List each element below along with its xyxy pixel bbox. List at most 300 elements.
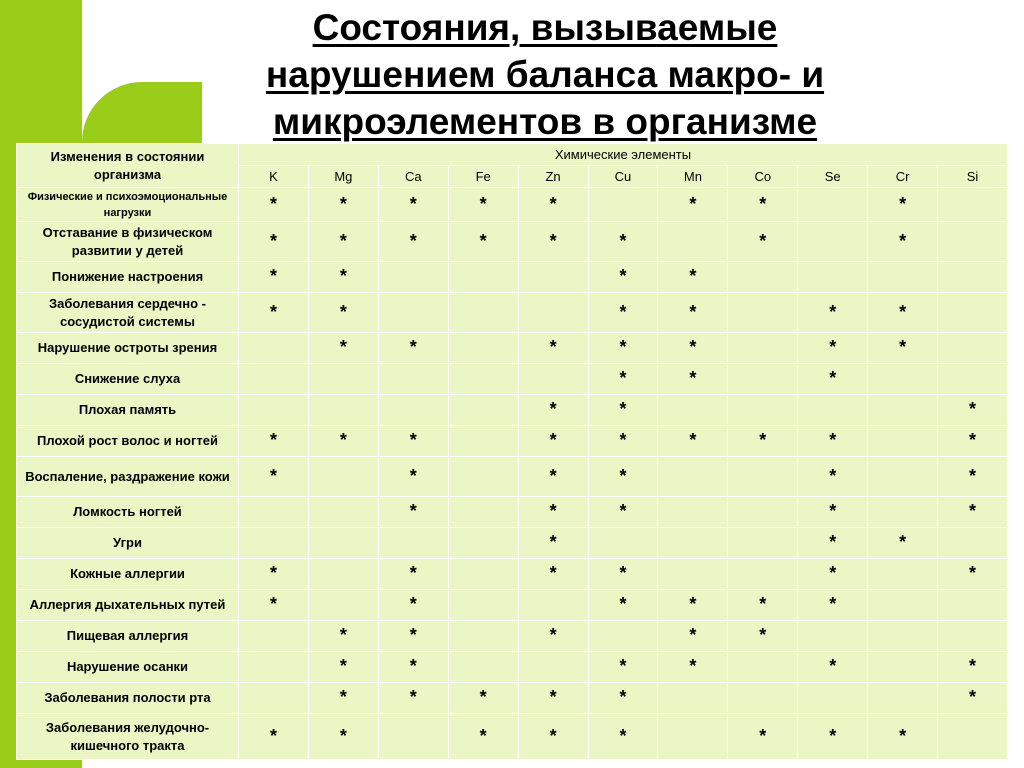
asterisk-mark: * [759, 625, 767, 645]
table-row [17, 222, 1008, 262]
title-line-1: Состояния, вызываемые [312, 7, 778, 48]
asterisk-mark: * [899, 725, 907, 746]
mark-cell-se [798, 528, 868, 559]
mark-cell-k [239, 683, 309, 714]
mark-cell-si [938, 528, 1008, 559]
mark-cell-ca [378, 395, 448, 426]
slide-title [130, 4, 960, 145]
element-header-ca: Ca [378, 166, 448, 188]
mark-cell-se [798, 426, 868, 457]
asterisk-mark: * [409, 594, 417, 614]
condition-label: Воспаление, раздражение кожи [17, 457, 239, 497]
mark-cell-k [239, 262, 309, 293]
mark-cell-co [728, 395, 798, 426]
mark-cell-fe [448, 528, 518, 559]
asterisk-mark: * [829, 594, 837, 614]
condition-label: Кожные аллергии [17, 559, 239, 590]
mark-cell-cr [868, 497, 938, 528]
mark-cell-co [728, 590, 798, 621]
asterisk-mark: * [829, 725, 837, 746]
mark-cell-cr [868, 590, 938, 621]
mark-cell-mn [658, 426, 728, 457]
mark-cell-co [728, 457, 798, 497]
asterisk-mark: * [759, 430, 767, 450]
mark-cell-zn [518, 497, 588, 528]
mark-cell-zn [518, 683, 588, 714]
condition-label: Ломкость ногтей [17, 497, 239, 528]
mark-cell-zn [518, 395, 588, 426]
asterisk-mark: * [829, 465, 837, 486]
mark-cell-fe [448, 333, 518, 364]
mark-cell-cr [868, 683, 938, 714]
mark-cell-fe [448, 714, 518, 760]
asterisk-mark: * [619, 725, 627, 746]
asterisk-mark: * [619, 501, 627, 521]
mark-cell-zn [518, 293, 588, 333]
mark-cell-mn [658, 457, 728, 497]
asterisk-mark: * [619, 266, 627, 286]
mark-cell-se [798, 714, 868, 760]
mark-cell-se [798, 293, 868, 333]
title-line-2: нарушением баланса макро- и [265, 54, 825, 95]
mark-cell-zn [518, 590, 588, 621]
mark-cell-fe [448, 652, 518, 683]
asterisk-mark: * [689, 193, 697, 214]
table-row [17, 683, 1008, 714]
mark-cell-zn [518, 528, 588, 559]
mark-cell-fe [448, 262, 518, 293]
mark-cell-cr [868, 457, 938, 497]
mark-cell-mn [658, 497, 728, 528]
mark-cell-ca [378, 333, 448, 364]
mark-cell-se [798, 457, 868, 497]
element-header-co: Co [728, 166, 798, 188]
asterisk-mark: * [549, 399, 557, 419]
element-header-cu: Cu [588, 166, 658, 188]
asterisk-mark: * [619, 563, 627, 583]
asterisk-mark: * [969, 501, 977, 521]
mark-cell-co [728, 528, 798, 559]
mark-cell-si [938, 395, 1008, 426]
mark-cell-mn [658, 652, 728, 683]
table-row [17, 621, 1008, 652]
asterisk-mark: * [829, 656, 837, 676]
mark-cell-mn [658, 528, 728, 559]
asterisk-mark: * [829, 368, 837, 388]
asterisk-mark: * [479, 193, 487, 214]
mark-cell-se [798, 590, 868, 621]
asterisk-mark: * [689, 625, 697, 645]
asterisk-mark: * [829, 430, 837, 450]
mark-cell-fe [448, 683, 518, 714]
element-header-si: Si [938, 166, 1008, 188]
element-header-k: K [239, 166, 309, 188]
mark-cell-se [798, 559, 868, 590]
mark-cell-ca [378, 497, 448, 528]
corner-header: Изменения в состоянии организма [17, 144, 239, 188]
asterisk-mark: * [339, 430, 347, 450]
asterisk-mark: * [689, 301, 697, 322]
asterisk-mark: * [689, 337, 697, 357]
asterisk-mark: * [689, 594, 697, 614]
mark-cell-ca [378, 222, 448, 262]
asterisk-mark: * [479, 725, 487, 746]
asterisk-mark: * [269, 465, 277, 486]
mark-cell-fe [448, 621, 518, 652]
asterisk-mark: * [829, 301, 837, 322]
mark-cell-se [798, 652, 868, 683]
table-row [17, 395, 1008, 426]
mark-cell-ca [378, 188, 448, 222]
asterisk-mark: * [409, 430, 417, 450]
mark-cell-cr [868, 426, 938, 457]
asterisk-mark: * [619, 337, 627, 357]
condition-label: Плохой рост волос и ногтей [17, 426, 239, 457]
asterisk-mark: * [269, 193, 277, 214]
mark-cell-zn [518, 262, 588, 293]
mark-cell-cu [588, 333, 658, 364]
asterisk-mark: * [269, 266, 277, 286]
mark-cell-ca [378, 683, 448, 714]
mark-cell-mn [658, 293, 728, 333]
asterisk-mark: * [549, 465, 557, 486]
asterisk-mark: * [549, 625, 557, 645]
asterisk-mark: * [689, 368, 697, 388]
mark-cell-mn [658, 714, 728, 760]
asterisk-mark: * [619, 399, 627, 419]
mark-cell-zn [518, 222, 588, 262]
asterisk-mark: * [759, 230, 767, 251]
mark-cell-cr [868, 293, 938, 333]
condition-label: Физические и психоэмоциональные нагрузки [17, 188, 239, 222]
mark-cell-cr [868, 714, 938, 760]
asterisk-mark: * [829, 337, 837, 357]
mark-cell-se [798, 262, 868, 293]
condition-label: Пищевая аллергия [17, 621, 239, 652]
mark-cell-cr [868, 621, 938, 652]
element-header-zn: Zn [518, 166, 588, 188]
mark-cell-ca [378, 262, 448, 293]
asterisk-mark: * [689, 266, 697, 286]
mark-cell-mn [658, 222, 728, 262]
asterisk-mark: * [759, 725, 767, 746]
mark-cell-fe [448, 364, 518, 395]
table-row [17, 333, 1008, 364]
asterisk-mark: * [479, 687, 487, 707]
mark-cell-fe [448, 188, 518, 222]
asterisk-mark: * [409, 625, 417, 645]
asterisk-mark: * [619, 301, 627, 322]
mark-cell-co [728, 714, 798, 760]
mark-cell-ca [378, 364, 448, 395]
mark-cell-co [728, 262, 798, 293]
mark-cell-mn [658, 364, 728, 395]
mark-cell-si [938, 714, 1008, 760]
asterisk-mark: * [619, 430, 627, 450]
mark-cell-si [938, 426, 1008, 457]
mark-cell-cr [868, 528, 938, 559]
mark-cell-k [239, 364, 309, 395]
asterisk-mark: * [969, 430, 977, 450]
mark-cell-mn [658, 559, 728, 590]
asterisk-mark: * [619, 687, 627, 707]
asterisk-mark: * [969, 687, 977, 707]
asterisk-mark: * [409, 656, 417, 676]
mark-cell-zn [518, 559, 588, 590]
mark-cell-cu [588, 621, 658, 652]
mark-cell-co [728, 333, 798, 364]
asterisk-mark: * [899, 230, 907, 251]
mark-cell-se [798, 364, 868, 395]
mark-cell-si [938, 457, 1008, 497]
mark-cell-zn [518, 652, 588, 683]
asterisk-mark: * [409, 465, 417, 486]
mark-cell-fe [448, 590, 518, 621]
table-row [17, 364, 1008, 395]
mark-cell-fe [448, 395, 518, 426]
asterisk-mark: * [339, 266, 347, 286]
asterisk-mark: * [549, 501, 557, 521]
mark-cell-zn [518, 714, 588, 760]
table-row [17, 714, 1008, 760]
mark-cell-se [798, 333, 868, 364]
table-row [17, 293, 1008, 333]
asterisk-mark: * [549, 687, 557, 707]
mark-cell-mg [308, 714, 378, 760]
title-line-3: микроэлементов в организме [272, 101, 818, 142]
mark-cell-k [239, 559, 309, 590]
mark-cell-mg [308, 497, 378, 528]
mark-cell-co [728, 621, 798, 652]
mark-cell-si [938, 188, 1008, 222]
mark-cell-se [798, 621, 868, 652]
mark-cell-mg [308, 188, 378, 222]
mark-cell-co [728, 683, 798, 714]
element-header-fe: Fe [448, 166, 518, 188]
asterisk-mark: * [899, 193, 907, 214]
mark-cell-cu [588, 395, 658, 426]
mark-cell-co [728, 652, 798, 683]
mark-cell-k [239, 333, 309, 364]
mark-cell-cu [588, 188, 658, 222]
condition-label: Плохая память [17, 395, 239, 426]
asterisk-mark: * [339, 687, 347, 707]
mark-cell-si [938, 559, 1008, 590]
mark-cell-k [239, 652, 309, 683]
mark-cell-co [728, 559, 798, 590]
mark-cell-mn [658, 262, 728, 293]
mark-cell-mn [658, 395, 728, 426]
mark-cell-cu [588, 426, 658, 457]
mark-cell-k [239, 497, 309, 528]
mark-cell-cu [588, 262, 658, 293]
mark-cell-zn [518, 621, 588, 652]
table-row [17, 528, 1008, 559]
asterisk-mark: * [549, 563, 557, 583]
asterisk-mark: * [409, 563, 417, 583]
asterisk-mark: * [269, 430, 277, 450]
mark-cell-mn [658, 621, 728, 652]
asterisk-mark: * [549, 725, 557, 746]
condition-label: Отставание в физическом развитии у детей [17, 222, 239, 262]
asterisk-mark: * [969, 399, 977, 419]
mark-cell-ca [378, 293, 448, 333]
mark-cell-si [938, 590, 1008, 621]
mark-cell-cu [588, 714, 658, 760]
mark-cell-zn [518, 333, 588, 364]
mark-cell-cr [868, 395, 938, 426]
table-row [17, 188, 1008, 222]
asterisk-mark: * [409, 337, 417, 357]
mark-cell-cu [588, 528, 658, 559]
mark-cell-mg [308, 621, 378, 652]
mark-cell-si [938, 497, 1008, 528]
asterisk-mark: * [339, 725, 347, 746]
mark-cell-cr [868, 364, 938, 395]
mark-cell-mg [308, 652, 378, 683]
mark-cell-cr [868, 262, 938, 293]
mark-cell-se [798, 188, 868, 222]
asterisk-mark: * [759, 594, 767, 614]
condition-label: Нарушение осанки [17, 652, 239, 683]
asterisk-mark: * [339, 337, 347, 357]
asterisk-mark: * [619, 368, 627, 388]
asterisk-mark: * [619, 656, 627, 676]
mark-cell-mn [658, 683, 728, 714]
mark-cell-zn [518, 426, 588, 457]
mark-cell-se [798, 497, 868, 528]
asterisk-mark: * [969, 465, 977, 486]
mark-cell-se [798, 683, 868, 714]
mark-cell-mg [308, 528, 378, 559]
asterisk-mark: * [899, 301, 907, 322]
asterisk-mark: * [619, 594, 627, 614]
mark-cell-co [728, 364, 798, 395]
element-header-mg: Mg [308, 166, 378, 188]
asterisk-mark: * [269, 594, 277, 614]
asterisk-mark: * [899, 337, 907, 357]
asterisk-mark: * [269, 301, 277, 322]
condition-label: Аллергия дыхательных путей [17, 590, 239, 621]
asterisk-mark: * [689, 430, 697, 450]
asterisk-mark: * [549, 532, 557, 552]
mark-cell-cr [868, 222, 938, 262]
mark-cell-fe [448, 222, 518, 262]
mark-cell-mg [308, 364, 378, 395]
table-row [17, 497, 1008, 528]
mark-cell-si [938, 262, 1008, 293]
mark-cell-cu [588, 293, 658, 333]
mark-cell-k [239, 222, 309, 262]
mark-cell-zn [518, 364, 588, 395]
asterisk-mark: * [479, 230, 487, 251]
mark-cell-fe [448, 293, 518, 333]
mark-cell-mg [308, 333, 378, 364]
asterisk-mark: * [829, 501, 837, 521]
mark-cell-cu [588, 457, 658, 497]
mark-cell-mg [308, 559, 378, 590]
mark-cell-cu [588, 590, 658, 621]
mark-cell-co [728, 497, 798, 528]
mark-cell-mn [658, 590, 728, 621]
mark-cell-cu [588, 683, 658, 714]
mark-cell-k [239, 528, 309, 559]
mark-cell-co [728, 293, 798, 333]
asterisk-mark: * [759, 193, 767, 214]
table-row [17, 652, 1008, 683]
mark-cell-k [239, 293, 309, 333]
condition-label: Угри [17, 528, 239, 559]
asterisk-mark: * [829, 532, 837, 552]
mark-cell-mn [658, 333, 728, 364]
mark-cell-cr [868, 188, 938, 222]
mark-cell-ca [378, 621, 448, 652]
mark-cell-cr [868, 652, 938, 683]
mark-cell-mg [308, 683, 378, 714]
mark-cell-ca [378, 457, 448, 497]
mark-cell-mn [658, 188, 728, 222]
mark-cell-se [798, 222, 868, 262]
mark-cell-fe [448, 426, 518, 457]
asterisk-mark: * [269, 563, 277, 583]
mark-cell-mg [308, 395, 378, 426]
asterisk-mark: * [899, 532, 907, 552]
mark-cell-ca [378, 528, 448, 559]
asterisk-mark: * [689, 656, 697, 676]
asterisk-mark: * [549, 230, 557, 251]
mark-cell-cr [868, 559, 938, 590]
mark-cell-si [938, 621, 1008, 652]
mark-cell-k [239, 426, 309, 457]
condition-label: Снижение слуха [17, 364, 239, 395]
condition-label: Нарушение остроты зрения [17, 333, 239, 364]
mark-cell-ca [378, 559, 448, 590]
asterisk-mark: * [549, 337, 557, 357]
mark-cell-zn [518, 188, 588, 222]
mark-cell-si [938, 652, 1008, 683]
asterisk-mark: * [619, 230, 627, 251]
mark-cell-ca [378, 714, 448, 760]
mark-cell-mg [308, 426, 378, 457]
mark-cell-fe [448, 497, 518, 528]
asterisk-mark: * [409, 501, 417, 521]
elements-conditions-table [16, 143, 1008, 760]
mark-cell-ca [378, 426, 448, 457]
asterisk-mark: * [339, 230, 347, 251]
asterisk-mark: * [409, 230, 417, 251]
mark-cell-ca [378, 590, 448, 621]
asterisk-mark: * [549, 430, 557, 450]
mark-cell-ca [378, 652, 448, 683]
asterisk-mark: * [339, 656, 347, 676]
mark-cell-si [938, 364, 1008, 395]
table-row [17, 590, 1008, 621]
mark-cell-k [239, 590, 309, 621]
mark-cell-k [239, 714, 309, 760]
asterisk-mark: * [829, 563, 837, 583]
mark-cell-cu [588, 652, 658, 683]
mark-cell-cu [588, 559, 658, 590]
mark-cell-cr [868, 333, 938, 364]
asterisk-mark: * [339, 625, 347, 645]
table-row [17, 457, 1008, 497]
mark-cell-mg [308, 457, 378, 497]
condition-label: Заболевания полости рта [17, 683, 239, 714]
mark-cell-k [239, 395, 309, 426]
asterisk-mark: * [619, 465, 627, 486]
mark-cell-cu [588, 222, 658, 262]
mark-cell-si [938, 333, 1008, 364]
